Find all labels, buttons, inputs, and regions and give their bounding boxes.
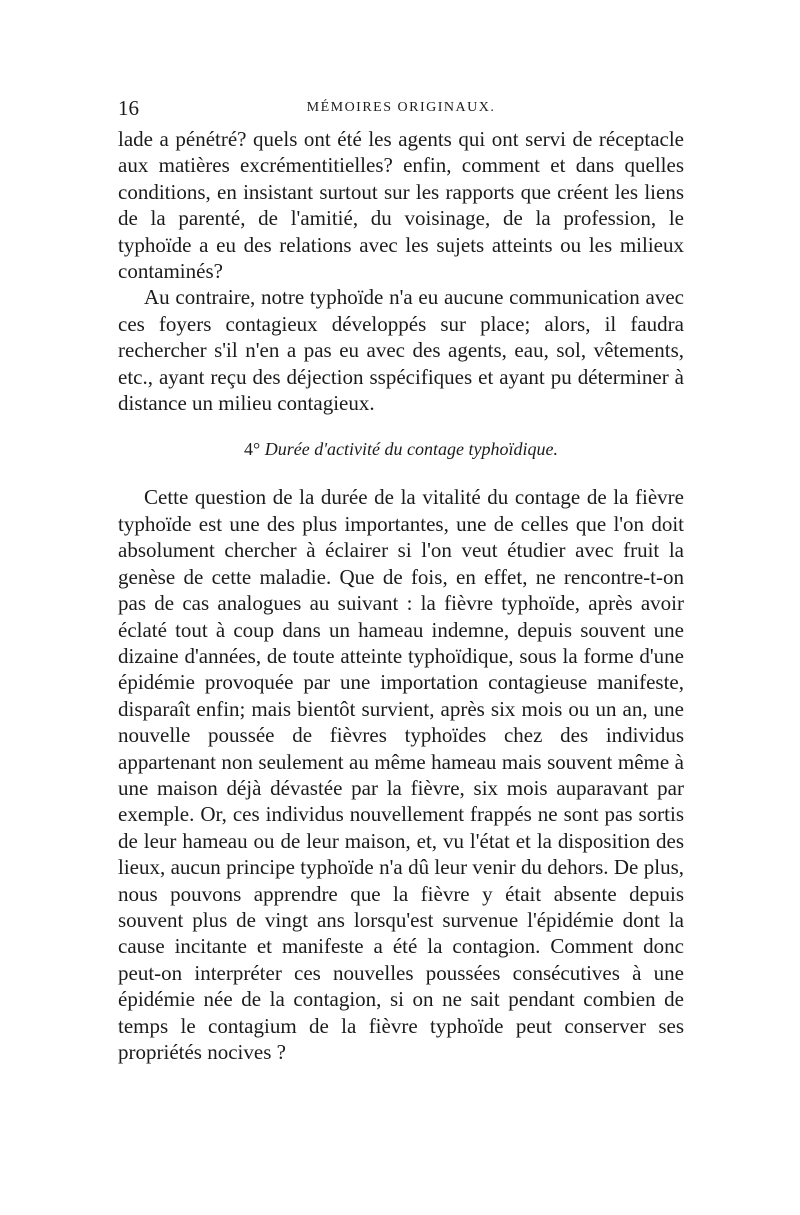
paragraph-continued: lade a pénétré? quels ont été les agents qui ont servi de réceptacle aux matières excrémentitielles? enfin, comment et dans quelles conditions, en insistant surtout sur les rapports que créent les liens de la parenté, de l'amitié, du voisinage, de la profession, le typhoïde a eu des relations avec les sujets atteints ou les milieux contaminés?	[118, 127, 684, 284]
page-number: 16	[118, 96, 139, 120]
running-head	[118, 96, 684, 122]
paragraph-contagion-duration: Cette question de la durée de la vitalité du contage de la fièvre typhoïde est une des plus importantes, une de celles que l'on doit absolument chercher à éclairer si l'on veut étudier avec fruit la genèse de cette maladie. Que de fois, en effet, ne rencontre-t-on pas de cas analogues au suivant : la fièvre typhoïde, après avoir éclaté tout à coup dans un hameau indemne, depuis souvent une dizaine d'années, de toute atteinte typhoïdique, sous la forme d'une épidémie provoquée par une importation contagieuse manifeste, disparaît enfin; mais bientôt survient, après six mois ou un an, une nouvelle poussée de fièvres typhoïdes chez des individus appartenant non seulement au même hameau mais souvent même à une maison déjà dévastée par la fièvre, six mois auparavant par exemple. Or, ces individus nouvellement frappés ne sont pas sortis de leur hameau ou de leur maison, et, vu l'état et la disposition des lieux, aucun principe typhoïde n'a dû leur venir du dehors. De plus, nous pouvons apprendre que la fièvre y était absente depuis souvent plus de vingt ans lorsqu'est survenue l'épidémie dont la cause incitante et manifeste a été la contagion. Comment donc peut-on interpréter ces nouvelles poussées consécutives à une épidémie née de la contagion, si on ne sait pendant combien de temps le contagium de la fièvre typhoïde peut conserver ses propriétés nocives ?	[118, 485, 684, 1064]
book-page	[118, 96, 684, 1065]
running-title: MÉMOIRES ORIGINAUX.	[306, 100, 496, 115]
section-number: 4°	[244, 439, 261, 460]
paragraph-contrary-case: Au contraire, notre typhoïde n'a eu aucune communication avec ces foyers contagieux développés sur place; alors, il faudra rechercher s'il n'en a pas eu avec des agents, eau, sol, vêtements, etc., ayant reçu des déjection sspécifiques et ayant pu déterminer à distance un milieu contagieux.	[118, 285, 684, 416]
section-heading	[118, 438, 684, 460]
section-title: Durée d'activité du contage typhoïdique.	[264, 439, 558, 460]
